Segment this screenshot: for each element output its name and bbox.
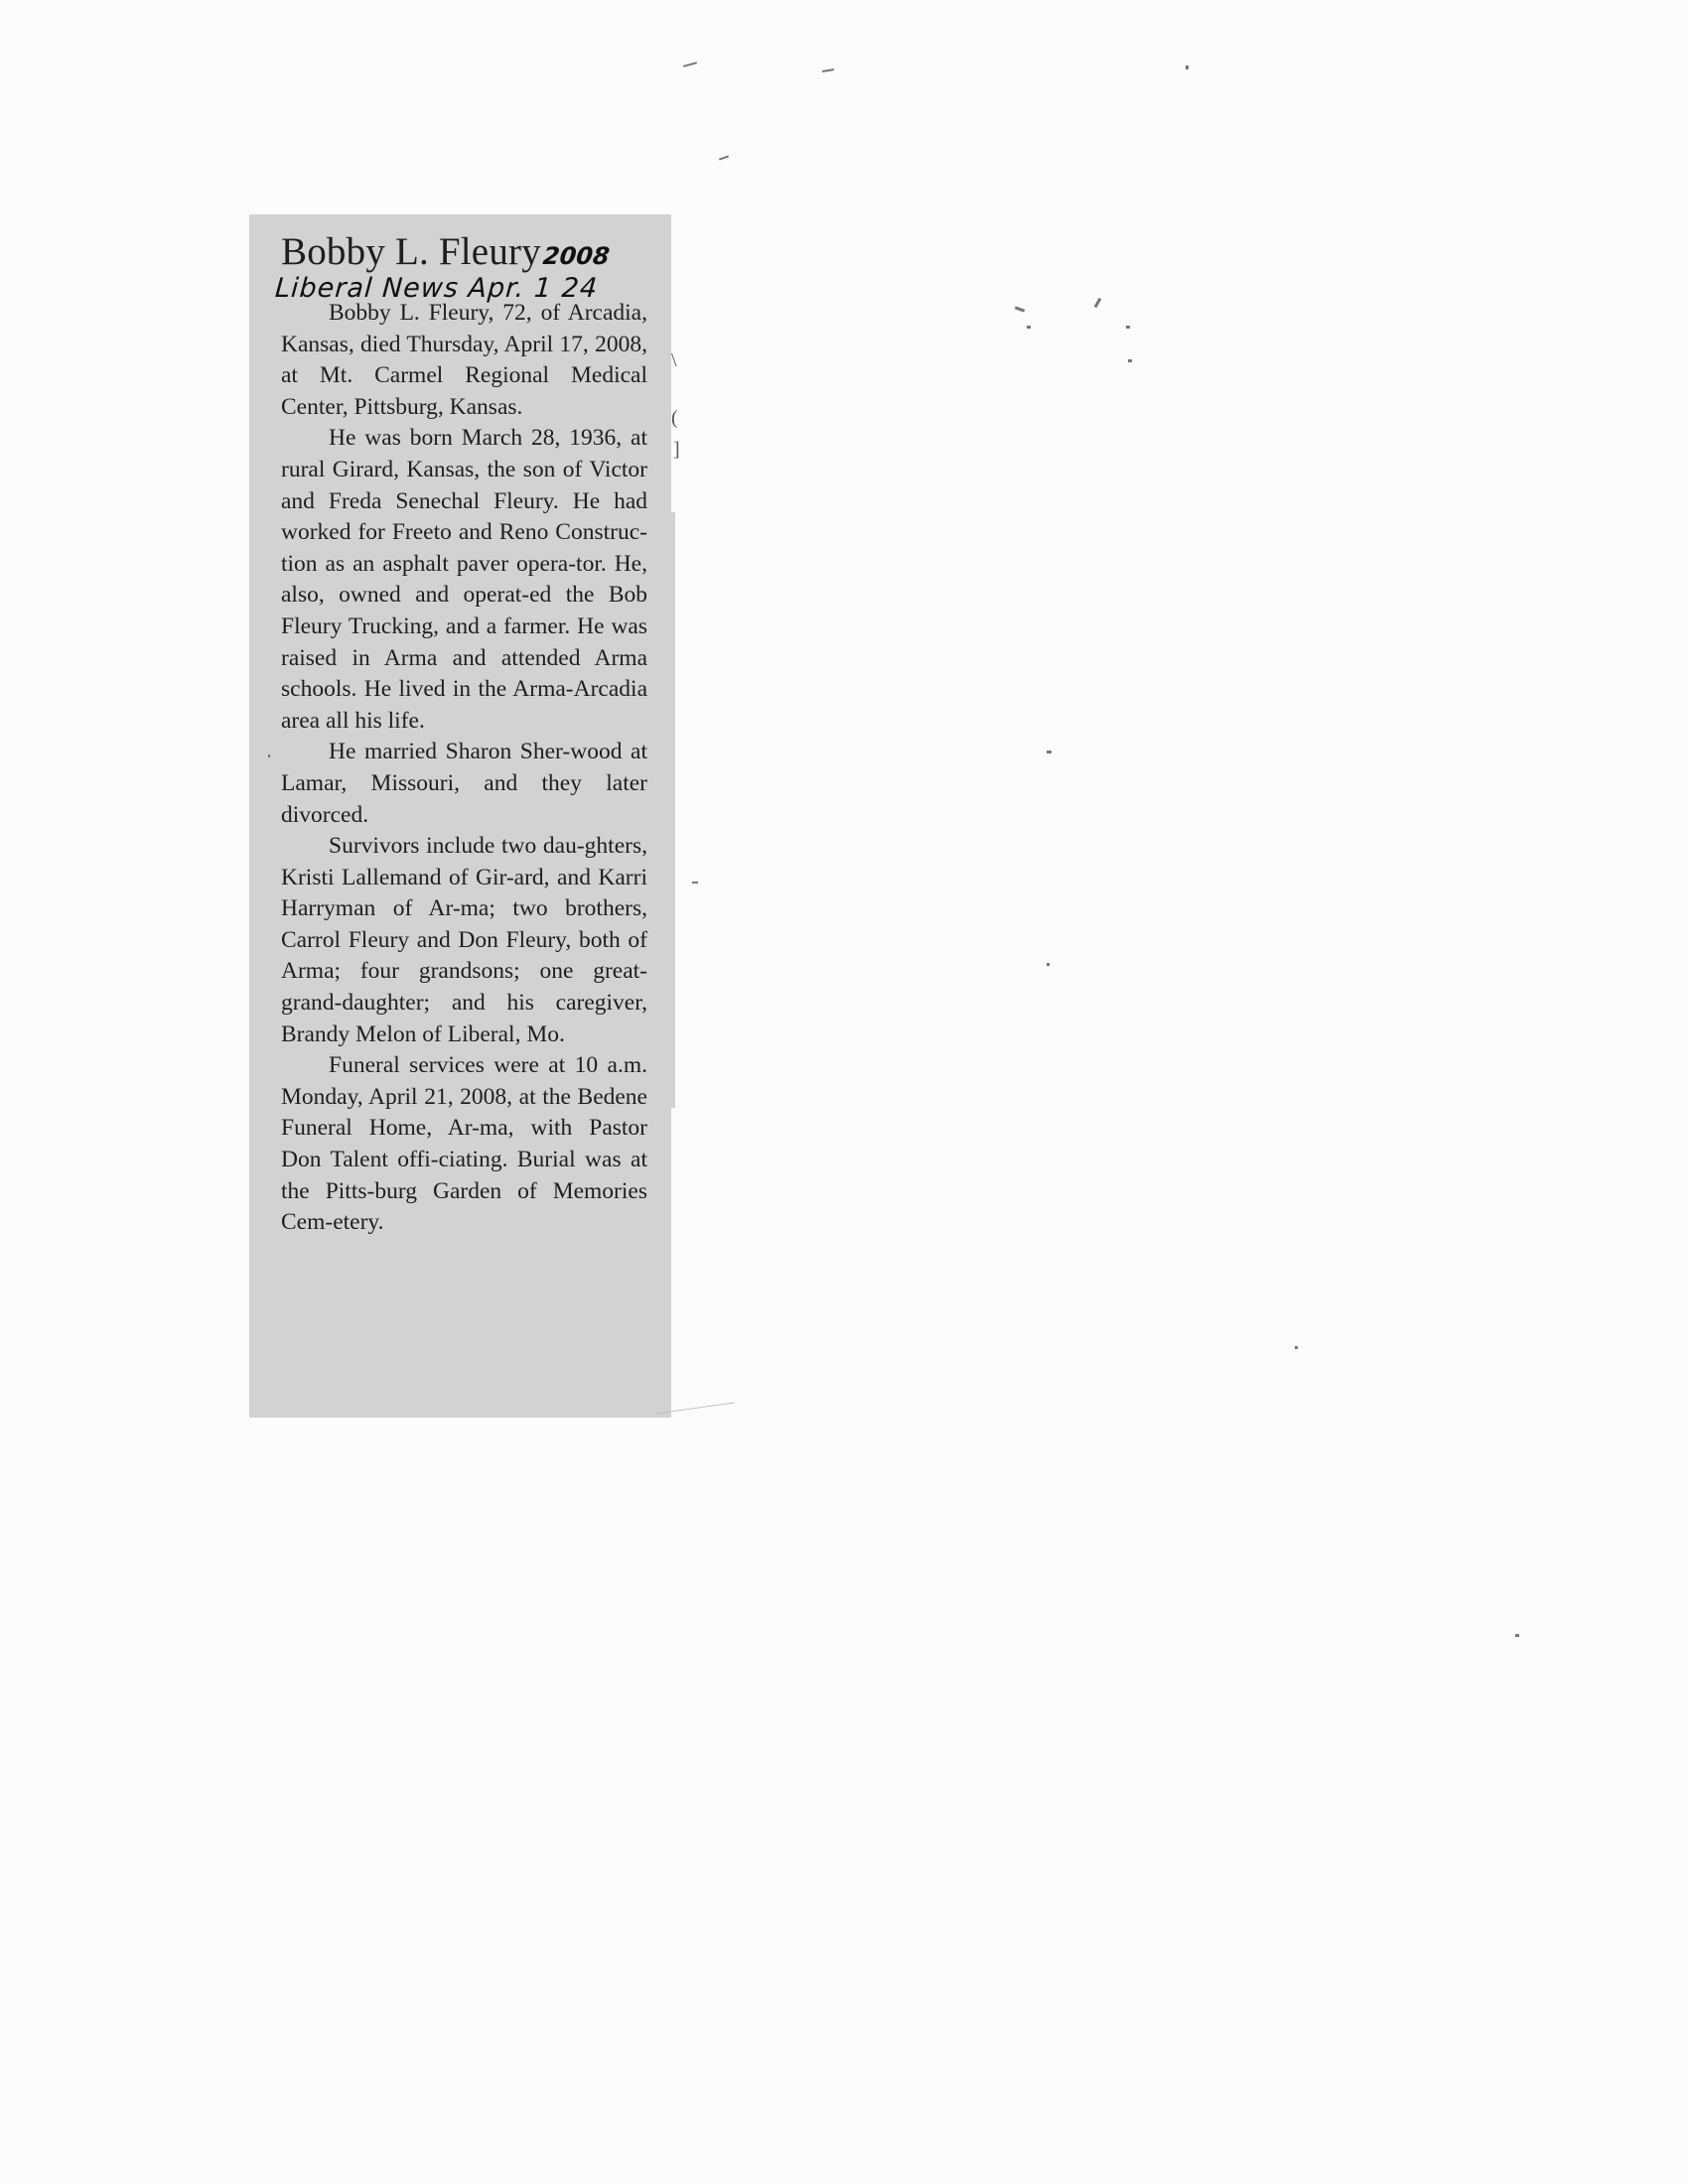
- obituary-paragraph-services: Funeral services were at 10 a.m. Monday, April 21, 2008, at the Bedene Funeral Home, Ar-ma, with Pastor Don Talent offi-ciating. Burial was at the Pitts-burg Garden of Memories Cem-etery.: [281, 1052, 647, 1236]
- scan-speck: [1094, 298, 1102, 308]
- handwritten-year: 2008: [541, 242, 612, 270]
- scan-speck: [1515, 1634, 1519, 1637]
- obituary-clipping: [249, 214, 671, 1418]
- obituary-paragraph-marriage: He married Sharon Sher-wood at Lamar, Missouri, and they later divorced.: [281, 739, 647, 828]
- clipping-torn-edge: [669, 512, 675, 1108]
- handwritten-source-note: Liberal News Apr. 1 24: [273, 273, 600, 304]
- scan-speck: [1126, 326, 1130, 329]
- scan-speck: [822, 68, 834, 72]
- obituary-paragraph-survivors: Survivors include two dau-ghters, Kristi Lallemand of Gir-ard, and Karri Harryman of Ar-ma; two brothers, Carrol Fleury and Don Fleury, both of Arma; four grandsons; one great-grand-daughter; and his caregiver, Brandy Melon of Liberal, Mo.: [281, 833, 647, 1047]
- scan-speck: [1047, 751, 1052, 753]
- scan-speck: [1295, 1346, 1298, 1349]
- headline-row: [281, 230, 647, 274]
- obituary-paragraph-death: Bobby L. Fleury, 72, of Arcadia, Kansas, died Thursday, April 17, 2008, at Mt. Carmel Regional Medical Center, Pittsburg, Kansas.: [281, 300, 647, 420]
- obituary-body: [281, 298, 647, 1239]
- scan-speck: [719, 155, 729, 160]
- scan-speck: [268, 754, 270, 757]
- scan-speck: [1015, 306, 1025, 312]
- scan-speck: [1047, 963, 1050, 966]
- margin-fragment: (: [671, 407, 678, 429]
- obituary-headline: Bobby L. Fleury: [281, 230, 541, 273]
- scan-speck: [1128, 359, 1132, 362]
- obituary-paragraph-life: He was born March 28, 1936, at rural Girard, Kansas, the son of Victor and Freda Senechal Fleury. He had worked for Freeto and Reno Construc-tion as an asphalt paver opera-tor. He, also, owned and operat-ed the Bob Fleury Trucking, and a farmer. He was raised in Arma and attended Arma schools. He lived in the Arma-Arcadia area all his life.: [281, 425, 647, 734]
- margin-fragment: ]: [673, 439, 680, 461]
- margin-fragment: \: [671, 349, 677, 371]
- scan-speck: [683, 62, 697, 68]
- scan-speck: [1186, 66, 1189, 69]
- scan-speck: [692, 882, 698, 884]
- scan-speck: [1027, 326, 1031, 329]
